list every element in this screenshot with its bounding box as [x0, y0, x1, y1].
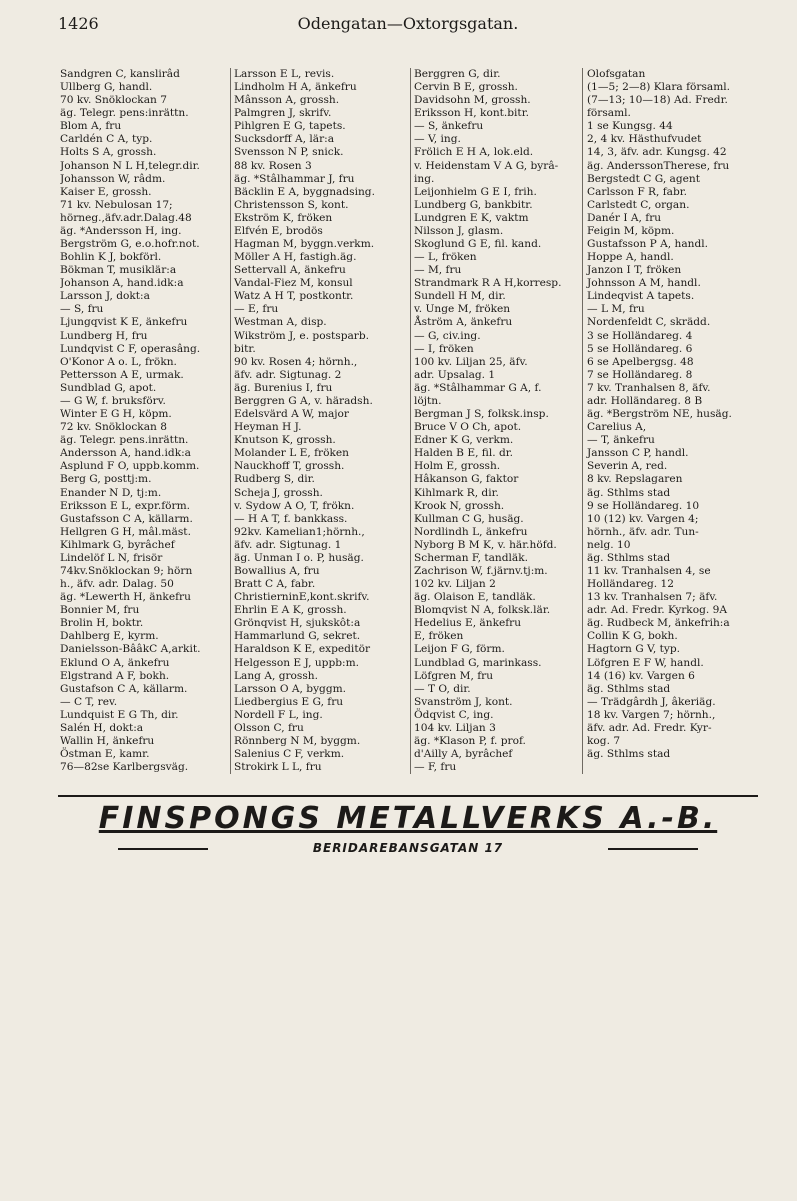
ad-address: BERIDAREBANSGATAN 17	[208, 841, 608, 855]
directory-entry: Lundqvist C F, operasâng.	[60, 342, 201, 355]
directory-entry: Lundgren E K, vaktm	[414, 211, 529, 224]
directory-entry: Olsson C, fru	[234, 721, 304, 734]
directory-entry: 11 kv. Tranhalsen 4, se	[587, 564, 711, 577]
directory-entry: 5 se Holländareg. 6	[587, 342, 693, 355]
directory-entry: Salén H, dokt:a	[60, 721, 144, 734]
directory-entry: äg. *Klason P, f. prof.	[414, 734, 526, 747]
directory-entry: Nordenfeldt C, skrädd.	[587, 316, 711, 329]
directory-entry: 74kv.Snöklockan 9; hörn	[60, 564, 193, 577]
directory-entry: Brolin H, boktr.	[60, 617, 144, 630]
directory-entry: Kihlmark R, dir.	[414, 486, 499, 499]
directory-entry: 90 kv. Rosen 4; hörnh.,	[234, 355, 358, 368]
directory-entry: Holm E, grossh.	[414, 460, 501, 473]
directory-entry: Collin K G, bokh.	[587, 630, 678, 643]
directory-entry: ing.	[414, 172, 435, 185]
directory-entry: Strokirk L L, fru	[234, 761, 322, 774]
directory-entry: 88 kv. Rosen 3	[234, 159, 312, 172]
directory-entry: adr. Ad. Fredr. Kyrkog. 9A	[587, 604, 727, 617]
directory-entry: Salenius C F, verkm.	[234, 748, 345, 761]
directory-entry: Settervall A, änkefru	[234, 264, 346, 277]
directory-entry: Ekström K, fröken	[234, 211, 333, 224]
directory-entry: Leijonhielm G E I, frih.	[414, 185, 537, 198]
directory-entry: Bergström G, e.o.hofr.not.	[60, 238, 200, 251]
directory-entry: Svanström J, kont.	[414, 695, 513, 708]
directory-entry: Östman E, kamr.	[60, 748, 150, 761]
directory-entry: Gustafsson C A, källarm.	[60, 512, 193, 525]
directory-entry: Gustafson C A, källarm.	[60, 682, 188, 695]
directory-entry: — E, fru	[234, 303, 279, 316]
directory-entry: adr. Holländareg. 8 B	[587, 394, 703, 407]
directory-entry: Nyborg B M K, v. här.höfd.	[414, 538, 557, 551]
directory-entry: församl.	[587, 107, 631, 120]
directory-entry: Sundblad G, apot.	[60, 381, 157, 394]
directory-entry: Lundberg H, fru	[60, 329, 148, 342]
directory-entry: 92kv. Kamelian1;hörnh.,	[234, 525, 365, 538]
directory-entry: Halden B E, fil. dr.	[414, 447, 514, 460]
directory-entry: Olofsgatan	[587, 68, 646, 80]
directory-entry: Johanson A, hand.idk:a	[60, 277, 184, 290]
directory-entry: Enander N D, tj:m.	[60, 486, 162, 499]
directory-entry: Bäcklin E A, byggnadsing.	[234, 185, 375, 198]
directory-entry: O'Konor A o. L, frökn.	[60, 355, 177, 368]
directory-entry: 18 kv. Vargen 7; hörnh.,	[587, 708, 716, 721]
directory-entry: Blom A, fru	[60, 120, 122, 133]
directory-entry: — T, änkefru	[587, 434, 655, 447]
directory-entry: Bergman J S, folksk.insp.	[414, 408, 549, 421]
directory-entry: Rudberg S, dir.	[234, 473, 315, 486]
directory-entry: Krook N, grossh.	[414, 499, 505, 512]
directory-entry: Cervin B E, grossh.	[414, 81, 518, 94]
directory-entry: Lindholm H A, änkefru	[234, 81, 357, 94]
directory-entry: äg. Olaison E, tandläk.	[414, 591, 536, 604]
directory-entry: nelg. 10	[587, 538, 631, 551]
directory-entry: äg. Telegr. pens.inrättn.	[60, 434, 189, 447]
directory-entry: Edelsvärd A W, major	[234, 408, 349, 421]
directory-entry: Frölich E H A, lok.eld.	[414, 146, 534, 159]
directory-entry: äg. Sthlms stad	[587, 551, 671, 564]
page-header	[58, 14, 758, 38]
directory-entry: Palmgren J, skrifv.	[234, 107, 332, 120]
directory-entry: — M, fru	[414, 264, 462, 277]
directory-entry: äfv. adr. Sigtunag. 2	[234, 368, 342, 381]
directory-entry: h., äfv. adr. Dalag. 50	[60, 578, 174, 591]
directory-entry: Ödqvist C, ing.	[414, 708, 494, 721]
directory-entry: Sucksdorff A, lär:a	[234, 133, 335, 146]
directory-entry: Hammarlund G, sekret.	[234, 630, 361, 643]
directory-entry: — V, ing.	[414, 133, 461, 146]
directory-entry: Hâkanson G, faktor	[414, 473, 519, 486]
directory-entry: äfv. adr. Ad. Fredr. Kyr-	[587, 721, 712, 734]
directory-entry: 70 kv. Snöklockan 7	[60, 94, 167, 107]
directory-entry: Heyman H J.	[234, 421, 302, 434]
directory-entry: Hagtorn G V, typ.	[587, 643, 680, 656]
directory-entry: Möller A H, fastigh.äg.	[234, 251, 357, 264]
directory-entry: — L, fröken	[414, 251, 477, 264]
directory-entry: äfv. adr. Sigtunag. 1	[234, 538, 342, 551]
directory-entry: Zachrison W, f.järnv.tj:m.	[414, 564, 548, 577]
directory-entry: Ullberg G, handl.	[60, 81, 153, 94]
directory-entry: Bruce V O Ch, apot.	[414, 421, 522, 434]
directory-entry: 104 kv. Liljan 3	[414, 721, 496, 734]
directory-entry: 7 kv. Tranhalsen 8, äfv.	[587, 381, 711, 394]
directory-entry: Grönqvist H, sjukskôt:a	[234, 617, 361, 630]
directory-entry: Davidsohn M, grossh.	[414, 94, 531, 107]
directory-entry: Lindelöf L N, frisör	[60, 551, 163, 564]
directory-entry	[587, 761, 793, 774]
directory-entry: Eklund O A, änkefru	[60, 656, 170, 669]
directory-entry: Severin A, red.	[587, 460, 668, 473]
directory-columns	[60, 68, 790, 776]
directory-entry: Nordlindh L, änkefru	[414, 525, 528, 538]
page-title: Odengatan—Oxtorgsgatan.	[297, 14, 519, 33]
directory-entry: Feigin M, köpm.	[587, 224, 675, 237]
directory-entry: bitr.	[234, 342, 256, 355]
directory-entry: Kaiser E, grossh.	[60, 185, 152, 198]
directory-entry: Elfvén E, brodös	[234, 224, 323, 237]
directory-entry: Liedbergius E G, fru	[234, 695, 344, 708]
directory-entry: Scherman F, tandläk.	[414, 551, 529, 564]
directory-entry: 13 kv. Tranhalsen 7; äfv.	[587, 591, 718, 604]
directory-entry: Hedelius E, änkefru	[414, 617, 522, 630]
directory-entry: Nordell F L, ing.	[234, 708, 323, 721]
directory-entry: Hoppe A, handl.	[587, 251, 674, 264]
directory-entry: Ehrlin E A K, grossh.	[234, 604, 347, 617]
directory-entry: — T O, dir.	[414, 682, 471, 695]
directory-entry: v. Sydow A O, T, frökn.	[234, 499, 355, 512]
directory-entry: Wikström J, e. postsparb.	[234, 329, 370, 342]
directory-entry: (7—13; 10—18) Ad. Fredr.	[587, 94, 728, 107]
directory-entry: Asplund F O, uppb.komm.	[60, 460, 200, 473]
directory-entry: Berggren G A, v. häradsh.	[234, 394, 373, 407]
directory-entry: Bratt C A, fabr.	[234, 578, 316, 591]
directory-entry: Christensson S, kont.	[234, 198, 349, 211]
directory-entry: 2, 4 kv. Hästhufvudet	[587, 133, 702, 146]
directory-entry: Holländareg. 12	[587, 578, 674, 591]
directory-entry: 6 se Apelbergsg. 48	[587, 355, 694, 368]
directory-entry: Kihlmark G, byrâchef	[60, 538, 175, 551]
directory-entry: Strandmark R A H,korresp.	[414, 277, 562, 290]
directory-entry: Svensson N P, snick.	[234, 146, 344, 159]
directory-entry: Knutson K, grossh.	[234, 434, 336, 447]
directory-entry: äg. Sthlms stad	[587, 682, 671, 695]
directory-entry: Bonnier M, fru	[60, 604, 140, 617]
directory-entry: äg. Sthlms stad	[587, 748, 671, 761]
directory-entry: — C T, rev.	[60, 695, 118, 708]
directory-entry: äg. Telegr. pens:inrättn.	[60, 107, 189, 120]
directory-entry: äg. *Stâlhammar G A, f.	[414, 381, 542, 394]
directory-entry: Lundberg G, bankbitr.	[414, 198, 533, 211]
directory-entry: adr. Upsalag. 1	[414, 368, 496, 381]
directory-entry: äg. Unman I o. P, husäg.	[234, 551, 364, 564]
directory-entry: Johanson N L H,telegr.dir.	[60, 159, 200, 172]
directory-entry: Mânsson A, grossh.	[234, 94, 340, 107]
page-number: 1426	[58, 14, 99, 33]
directory-entry: Wallin H, änkefru	[60, 734, 155, 747]
directory-entry: hörneg.,äfv.adr.Dalag.48	[60, 211, 192, 224]
directory-entry: Scheja J, grossh.	[234, 486, 323, 499]
directory-entry: Carldén C A, typ.	[60, 133, 153, 146]
directory-entry: Kullman C G, husäg.	[414, 512, 524, 525]
directory-entry: hörnh., äfv. adr. Tun-	[587, 525, 699, 538]
directory-entry: — F, fru	[414, 761, 457, 774]
directory-entry: Löfgren M, fru	[414, 669, 494, 682]
directory-entry: Helgesson E J, uppb:m.	[234, 656, 359, 669]
directory-entry: Eriksson H, kont.bitr.	[414, 107, 529, 120]
directory-entry: 10 (12) kv. Vargen 4;	[587, 512, 699, 525]
directory-entry: Bergstedt C G, agent	[587, 172, 701, 185]
directory-entry: 76—82se Karlbergsväg.	[60, 761, 189, 774]
directory-column-1	[60, 68, 228, 774]
directory-entry: Hellgren G H, mâl.mäst.	[60, 525, 191, 538]
directory-entry: 102 kv. Liljan 2	[414, 578, 496, 591]
directory-entry: Edner K G, verkm.	[414, 434, 514, 447]
directory-entry: 14 (16) kv. Vargen 6	[587, 669, 695, 682]
directory-entry: Lundquist E G Th, dir.	[60, 708, 179, 721]
directory-entry: Larsson O A, byggm.	[234, 682, 347, 695]
directory-entry: Gustafsson P A, handl.	[587, 238, 709, 251]
directory-entry: Sundell H M, dir.	[414, 290, 506, 303]
directory-entry: Leijon F G, förm.	[414, 643, 505, 656]
directory-entry: — I, fröken	[414, 342, 474, 355]
directory-entry: Carelius A,	[587, 421, 647, 434]
directory-entry: Carlstedt C, organ.	[587, 198, 690, 211]
directory-column-4	[582, 68, 793, 774]
directory-entry: Winter E G H, köpm.	[60, 408, 172, 421]
directory-entry: Bökman T, musiklär:a	[60, 264, 177, 277]
directory-entry: ChristierninE,kont.skrifv.	[234, 591, 370, 604]
directory-entry: Pihlgren E G, tapets.	[234, 120, 346, 133]
directory-entry: v. Heidenstam V A G, byrâ-	[414, 159, 559, 172]
directory-entry: 100 kv. Liljan 25, äfv.	[414, 355, 528, 368]
directory-entry: Rönnberg N M, byggm.	[234, 734, 361, 747]
directory-entry: Johnsson A M, handl.	[587, 277, 701, 290]
directory-entry: Danielsson-BââkC A,arkit.	[60, 643, 201, 656]
directory-entry: Bohlin K J, bokförl.	[60, 251, 162, 264]
directory-entry: äg. AnderssonTherese, fru	[587, 159, 730, 172]
directory-entry: Jansson C P, handl.	[587, 447, 689, 460]
directory-entry: 9 se Holländareg. 10	[587, 499, 700, 512]
directory-entry: Danér I A, fru	[587, 211, 662, 224]
directory-entry: — H A T, f. bankkass.	[234, 512, 348, 525]
directory-entry: Bowallius A, fru	[234, 564, 320, 577]
directory-entry: Vandal-Fiez M, konsul	[234, 277, 353, 290]
directory-entry: Sandgren C, kanslirâd	[60, 68, 180, 80]
directory-entry: E, fröken	[414, 630, 464, 643]
directory-entry: Janzon I T, fröken	[587, 264, 682, 277]
directory-entry: Berg G, posttj:m.	[60, 473, 152, 486]
directory-entry: Westman A, disp.	[234, 316, 327, 329]
ad-top-rule	[58, 795, 758, 797]
directory-entry: Elgstrand A F, bokh.	[60, 669, 170, 682]
directory-entry: — G W, f. bruksförv.	[60, 394, 166, 407]
directory-entry: Blomqvist N A, folksk.lär.	[414, 604, 551, 617]
directory-column-3	[410, 68, 584, 774]
directory-entry: Hagman M, byggn.verkm.	[234, 238, 375, 251]
ad-company-name: FINSPONGS METALLVERKS A.-B.	[98, 801, 718, 836]
directory-entry: — S, fru	[60, 303, 104, 316]
directory-entry: löjtn.	[414, 394, 442, 407]
directory-entry: Larsson J, dokt:a	[60, 290, 150, 303]
directory-entry: Skoglund G E, fil. kand.	[414, 238, 542, 251]
directory-entry: — L M, fru	[587, 303, 645, 316]
directory-entry: Johansson W, râdm.	[60, 172, 166, 185]
directory-entry: v. Unge M, fröken	[414, 303, 511, 316]
directory-entry: Andersson A, hand.idk:a	[60, 447, 191, 460]
directory-entry: 14, 3, äfv. adr. Kungsg. 42	[587, 146, 727, 159]
directory-entry: Dahlberg E, kyrm.	[60, 630, 159, 643]
directory-entry: Carlsson F R, fabr.	[587, 185, 688, 198]
directory-entry: äg. *Bergström NE, husäg.	[587, 408, 732, 421]
directory-entry: — Trädgârdh J, âkeriäg.	[587, 695, 716, 708]
directory-entry: Lang A, grossh.	[234, 669, 318, 682]
directory-entry: 7 se Holländareg. 8	[587, 368, 693, 381]
directory-entry: d'Ailly A, byrâchef	[414, 748, 513, 761]
directory-entry: 3 se Holländareg. 4	[587, 329, 693, 342]
directory-entry: (1—5; 2—8) Klara församl.	[587, 81, 731, 94]
directory-entry: Berggren G, dir.	[414, 68, 501, 80]
directory-entry: Löfgren E F W, handl.	[587, 656, 704, 669]
directory-entry: äg. *Andersson H, ing.	[60, 224, 182, 237]
directory-entry: Watz A H T, postkontr.	[234, 290, 354, 303]
directory-entry: Lundblad G, marinkass.	[414, 656, 542, 669]
directory-entry: Larsson E L, revis.	[234, 68, 335, 80]
directory-entry: äg. Burenius I, fru	[234, 381, 333, 394]
directory-entry: — G, civ.ing.	[414, 329, 481, 342]
directory-entry: Nauckhoff T, grossh.	[234, 460, 345, 473]
directory-entry: 71 kv. Nebulosan 17;	[60, 198, 173, 211]
directory-column-2	[230, 68, 406, 774]
directory-entry: Ljungqvist K E, änkefru	[60, 316, 188, 329]
directory-entry: äg. *Stâlhammar J, fru	[234, 172, 355, 185]
directory-entry: Haraldson K E, expeditör	[234, 643, 371, 656]
directory-entry: 72 kv. Snöklockan 8	[60, 421, 167, 434]
directory-entry: äg. Sthlms stad	[587, 486, 671, 499]
directory-entry: Lindeqvist A tapets.	[587, 290, 695, 303]
directory-entry: äg. *Lewerth H, änkefru	[60, 591, 191, 604]
directory-entry: 8 kv. Repslagaren	[587, 473, 683, 486]
directory-entry: — S, änkefru	[414, 120, 484, 133]
advertisement	[58, 795, 758, 865]
directory-entry: Holts S A, grossh.	[60, 146, 157, 159]
directory-entry: Eriksson E L, expr.förm.	[60, 499, 190, 512]
directory-entry: kog. 7	[587, 734, 621, 747]
directory-entry: Pettersson A E, urmak.	[60, 368, 184, 381]
directory-entry: äg. Rudbeck M, änkefrih:a	[587, 617, 730, 630]
directory-entry: Åström A, änkefru	[414, 316, 513, 329]
directory-entry: 1 se Kungsg. 44	[587, 120, 673, 133]
directory-entry: Nilsson J, glasm.	[414, 224, 504, 237]
directory-entry: Molander L E, fröken	[234, 447, 349, 460]
